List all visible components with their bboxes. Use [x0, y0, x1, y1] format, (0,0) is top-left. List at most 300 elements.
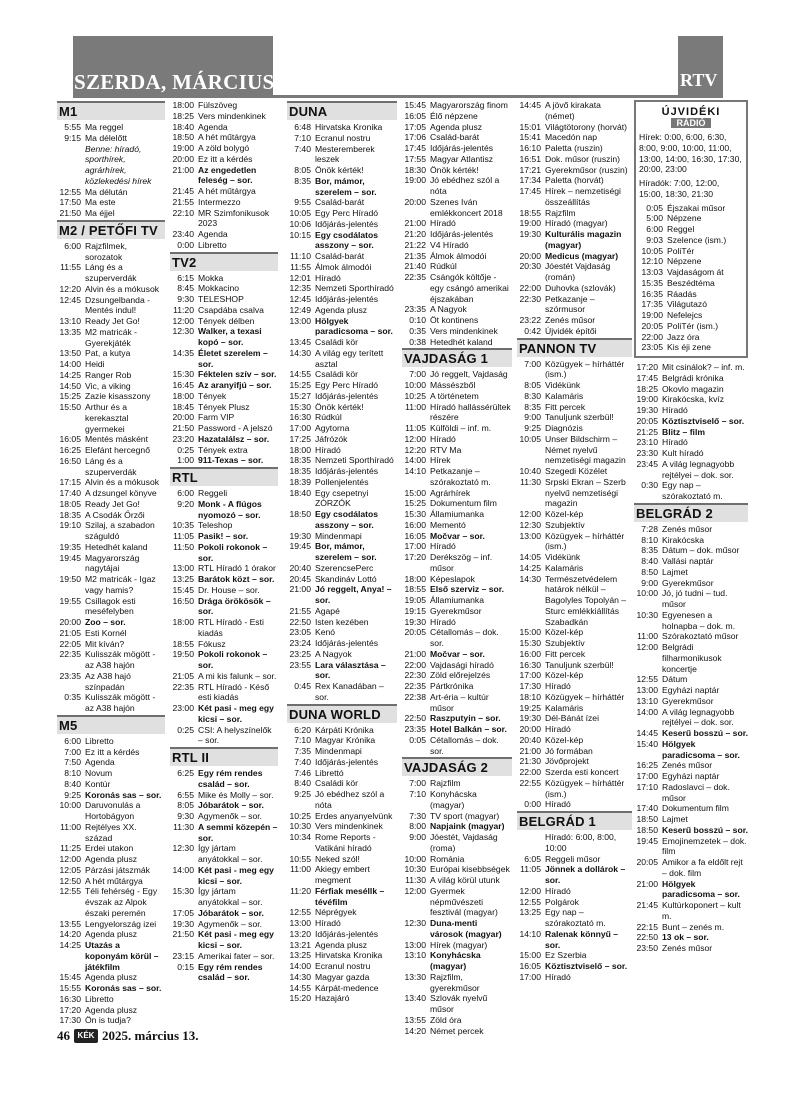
- schedule-row: [287, 434, 397, 445]
- schedule-row: [287, 337, 397, 348]
- time: 19:50: [59, 574, 81, 584]
- time: 13:35: [59, 326, 81, 337]
- time: 19:50: [172, 649, 194, 660]
- time: 13:25: [172, 574, 194, 584]
- schedule-row: [170, 208, 278, 230]
- time: 11:20: [173, 304, 194, 315]
- time: 10:06: [289, 218, 311, 229]
- program-title: Reggeli: [198, 488, 228, 498]
- schedule-row: [402, 122, 512, 133]
- program-title: Cétallomás – dok. sor.: [430, 627, 499, 648]
- time: 10:05: [289, 208, 311, 218]
- schedule-row: [287, 541, 397, 563]
- time: 21:00: [636, 878, 658, 889]
- time: 0:25: [177, 724, 194, 735]
- time: 12:00: [404, 433, 426, 444]
- program-title: Daruvonulás a Hortobágyon: [85, 800, 141, 821]
- program-title: Hetedhét kaland: [85, 541, 148, 552]
- schedule-row: [170, 488, 278, 499]
- time: 14:10: [404, 466, 426, 476]
- time: 16:51: [519, 153, 541, 164]
- time: 13:50: [59, 348, 81, 359]
- program-title: Magyar Krónika: [315, 735, 376, 746]
- program-title: Egyházi naptár: [662, 685, 720, 695]
- program-title: Kultúrkoponert – kult m.: [662, 900, 741, 921]
- program-title: Egyházi naptár: [662, 771, 720, 781]
- time: 8:40: [641, 556, 658, 566]
- time: 18:00: [404, 573, 426, 584]
- time: 7:50: [64, 757, 81, 768]
- schedule-row: [634, 900, 748, 922]
- time: 10:00: [636, 588, 658, 599]
- program-title: Híradó: [662, 437, 688, 448]
- program-title: Időjárás-jelentés: [315, 638, 379, 648]
- schedule-row: [639, 332, 743, 343]
- program-title: Duhovka (szlovák): [545, 282, 616, 293]
- time: 6:00: [64, 735, 81, 746]
- schedule-row: [639, 289, 743, 300]
- time: 13:30: [404, 971, 426, 982]
- program-title: Agenda plusz: [315, 939, 368, 950]
- time: 21:50: [59, 208, 81, 218]
- schedule-row: [402, 380, 512, 391]
- time: 14:50: [59, 380, 81, 391]
- program-title: A zöld bolygó: [198, 143, 250, 153]
- news-label: Hírek:: [639, 132, 662, 142]
- program-title: Hölgyek paradicsoma – sor.: [662, 738, 740, 760]
- program-title: Jóestét Vajdaság (román): [545, 261, 611, 282]
- time: 15:50: [59, 402, 81, 412]
- program-title: Bor, mámor, szerelem – sor.: [315, 175, 377, 197]
- program-title: Államiumanka: [430, 509, 484, 519]
- time: 20:00: [519, 250, 541, 261]
- schedule-row: [287, 348, 397, 370]
- schedule-row: [402, 337, 512, 348]
- schedule-row: [57, 692, 165, 714]
- program-title: Gyermek népművészeti fesztivál (magyar): [430, 885, 498, 918]
- program-title: Öt kontinens: [430, 315, 479, 325]
- program-title: Időjárás-jelentés: [315, 466, 379, 476]
- time: 0:35: [409, 325, 426, 336]
- column-2: [170, 100, 278, 983]
- time: 13:03: [641, 267, 663, 277]
- program-title: Teleshop: [198, 520, 233, 531]
- program-title: Alvin és a mókusok: [85, 477, 160, 488]
- program-title: Močvar – sor.: [430, 648, 485, 659]
- schedule-row: [57, 886, 165, 918]
- channel-heading: DUNA WORLD: [287, 704, 397, 723]
- time: 12:30: [519, 519, 541, 530]
- time: 9:25: [294, 789, 311, 799]
- program-title: Világutazó: [667, 299, 707, 310]
- schedule-row: [517, 412, 632, 423]
- schedule-row: [287, 477, 397, 488]
- time: 17:40: [636, 803, 658, 814]
- schedule-row: [287, 584, 397, 606]
- program-title: Password - A jelszó: [198, 423, 273, 433]
- schedule-row: [402, 713, 512, 724]
- program-title: Közügyek – hírháttér: [545, 691, 625, 702]
- schedule-row: [517, 649, 632, 660]
- time: 14:25: [519, 562, 541, 573]
- program-title: Libretto: [85, 735, 114, 746]
- time: 11:25: [60, 843, 81, 854]
- program-title: Közel-kép: [545, 734, 584, 745]
- time: 13:25: [289, 950, 311, 961]
- program-title: Agytorna: [315, 423, 350, 433]
- program-title: Népzene: [667, 213, 702, 224]
- schedule-row: [634, 405, 748, 416]
- program-title: Láng és a szuperverdák: [85, 455, 137, 477]
- schedule-row: [634, 480, 748, 502]
- program-title: Libretto: [85, 993, 114, 1004]
- program-title: Ez itt a kérdés: [198, 153, 253, 164]
- time: 8:35: [294, 175, 311, 186]
- schedule-row: [517, 767, 632, 778]
- schedule-row: [170, 908, 278, 919]
- time: 16:50: [59, 455, 81, 466]
- time: 17:05: [404, 121, 426, 132]
- program-title: Képeslapok: [430, 573, 475, 584]
- time: 7:35: [294, 746, 311, 756]
- time: 18:55: [404, 584, 426, 595]
- time: 6:15: [177, 272, 194, 283]
- schedule-row: [57, 284, 165, 295]
- program-title: Család-barát: [315, 251, 365, 261]
- time: 16:35: [641, 288, 663, 299]
- schedule-row: [170, 348, 278, 370]
- schedule-row: [402, 821, 512, 832]
- schedule-row: [402, 315, 512, 326]
- schedule-row: [287, 627, 397, 638]
- time: 23:55: [289, 659, 311, 670]
- time: 14:45: [636, 728, 658, 738]
- program-title: Két pasi - meg egy kicsi – sor.: [198, 703, 274, 724]
- schedule-row: [170, 229, 278, 240]
- time: 22:50: [289, 616, 311, 627]
- time: 21:20: [404, 229, 426, 239]
- program-title: Élő népzene: [430, 110, 478, 121]
- program-title: Radoslavci – dok. műsor: [662, 781, 730, 803]
- schedule-row: [287, 380, 397, 391]
- program-title: Jó reggelt, Vajdaság: [430, 369, 508, 380]
- program-title: Tények: [198, 390, 227, 401]
- time: 13:10: [636, 695, 658, 706]
- time: 0:30: [641, 480, 658, 491]
- schedule-row: [57, 542, 165, 553]
- schedule-row: [634, 545, 748, 556]
- page-footer: [57, 1028, 199, 1044]
- time: 18:35: [59, 509, 81, 520]
- program-title: Agapé: [315, 605, 340, 616]
- time: 15:27: [289, 390, 311, 401]
- schedule-row: [402, 660, 512, 671]
- schedule-row: [517, 574, 632, 628]
- schedule-row: [170, 768, 278, 790]
- program-title: Art-éria – kultúr műsor: [430, 691, 489, 713]
- program-title: Köztisztviselő – sor.: [545, 961, 628, 971]
- time: 18:10: [519, 691, 541, 702]
- program-title: Ön is tudja?: [85, 1015, 131, 1026]
- time: 23:25: [289, 648, 311, 659]
- column-5: [517, 100, 632, 983]
- schedule-row: [402, 326, 512, 337]
- program-title: Zenés műsor: [662, 943, 713, 953]
- schedule-row: [57, 499, 165, 510]
- channel-heading: M1: [57, 101, 165, 120]
- time: 12:00: [59, 854, 81, 864]
- time: 12:30: [172, 326, 194, 337]
- program-title: PoliTér (ism.): [667, 320, 719, 331]
- time: 14:00: [636, 706, 658, 717]
- program-title: Farm VIP: [198, 412, 235, 423]
- schedule-row: [287, 918, 397, 929]
- time: 12:00: [636, 642, 658, 652]
- schedule-row: [57, 574, 165, 596]
- time: [57, 144, 85, 187]
- schedule-row: [639, 321, 743, 332]
- schedule-row: [517, 681, 632, 692]
- time: 10:30: [636, 609, 658, 620]
- time: 23:05: [641, 342, 663, 353]
- program-title: Időjárás-jelentés: [315, 390, 379, 401]
- program-title: Alvin és a mókusok: [85, 283, 160, 294]
- program-title: Intermezzo: [198, 196, 241, 207]
- schedule-row: [287, 757, 397, 768]
- schedule-row: [287, 681, 397, 703]
- time: 12:00: [172, 315, 194, 326]
- time: 15:30: [172, 369, 194, 380]
- time: 23:50: [636, 943, 658, 953]
- program-title: Közel-kép: [545, 627, 584, 638]
- schedule-row: [57, 445, 165, 456]
- program-title: Rajzfilm: [545, 207, 576, 218]
- schedule-row: [57, 359, 165, 370]
- time: 16:05: [404, 530, 426, 541]
- schedule-row: [287, 273, 397, 284]
- schedule-row: [57, 208, 165, 219]
- schedule-row: [170, 919, 278, 930]
- channel-heading: BELGRÁD 2: [634, 503, 748, 522]
- program-title: Híradó: [662, 405, 688, 415]
- time: 22:55: [519, 777, 541, 788]
- schedule-row: [634, 943, 748, 954]
- time: 9:03: [646, 234, 663, 245]
- program-title: Hölgyek paradicsoma – sor.: [315, 315, 393, 337]
- program-title: Agenda: [198, 121, 228, 132]
- time: 8:00: [409, 821, 426, 832]
- time: 18:50: [289, 509, 311, 519]
- schedule-row: [402, 143, 512, 154]
- schedule-row: [517, 552, 632, 563]
- program-title: Rajzfilm, gyerekműsor: [430, 971, 480, 993]
- schedule-row: [170, 865, 278, 887]
- schedule-row: [634, 922, 748, 933]
- schedule-row: [170, 154, 278, 165]
- schedule-row: [287, 606, 397, 617]
- time: 12:01: [289, 272, 311, 283]
- time: 17:35: [641, 299, 663, 310]
- time: 0:05: [409, 734, 426, 745]
- schedule-row: [402, 541, 512, 552]
- program-title: Dátum – dok. műsor: [662, 545, 740, 556]
- time: 15:00: [519, 627, 541, 638]
- time: 7:00: [524, 358, 541, 369]
- time: 18:25: [172, 110, 194, 121]
- program-title: Ready Jet Go!: [85, 316, 140, 326]
- schedule-row: [57, 144, 165, 187]
- time: 19:00: [172, 143, 194, 153]
- time: 14:20: [59, 929, 81, 940]
- program-title: Álmok álmodói: [430, 250, 487, 261]
- program-title: Jó ebédhez szól a nóta: [430, 175, 500, 196]
- time: 18:50: [172, 132, 194, 143]
- time: 7:00: [64, 746, 81, 757]
- schedule-row: [57, 865, 165, 876]
- time: 22:30: [519, 293, 541, 304]
- time: 15:45: [404, 100, 426, 110]
- program-title: Újvidék építői: [545, 325, 597, 336]
- schedule-row: [287, 445, 397, 456]
- schedule-row: [170, 585, 278, 596]
- program-title: Amerikai fater – sor.: [198, 950, 275, 961]
- time: 20:30: [519, 261, 541, 272]
- program-title: Kalamáris: [545, 562, 584, 573]
- schedule-row: [402, 972, 512, 994]
- schedule-row: [57, 488, 165, 499]
- program-title: Egy Perc Híradó: [315, 380, 379, 390]
- schedule-row: [517, 251, 632, 262]
- schedule-row: [639, 213, 743, 224]
- program-title: Szubjektív: [545, 638, 585, 648]
- time: 16:25: [59, 445, 81, 455]
- program-title: Keserű bosszú – sor.: [662, 824, 748, 835]
- time: 12:50: [59, 875, 81, 886]
- time: 21:55: [172, 196, 194, 207]
- program-title: Tanuljunk szerbül!: [545, 412, 614, 423]
- schedule-row: [57, 1005, 165, 1016]
- schedule-row: [57, 929, 165, 940]
- time: 17:45: [404, 143, 426, 153]
- time: 14:55: [289, 982, 311, 993]
- time: 10:25: [289, 810, 311, 821]
- program-title: Ecranul nostru: [315, 961, 371, 971]
- time: 8:05: [524, 380, 541, 390]
- time: 17:20: [59, 1004, 81, 1015]
- time: 8:05: [294, 165, 311, 175]
- schedule-row: [402, 509, 512, 520]
- time: 20:00: [519, 724, 541, 734]
- program-title: Jóbarátok – sor.: [198, 907, 264, 918]
- schedule-row: [634, 771, 748, 782]
- schedule-row: [170, 822, 278, 844]
- time: 15:30: [172, 886, 194, 897]
- program-title: A Nagyok: [315, 648, 352, 659]
- program-title: Híradó hallássérültek részére: [430, 401, 511, 423]
- schedule-row: [287, 208, 397, 219]
- schedule-row: [287, 864, 397, 886]
- schedule-row: [287, 230, 397, 252]
- schedule-row: [57, 919, 165, 930]
- program-title: V4 Híradó: [430, 239, 469, 250]
- time: 8:50: [641, 566, 658, 577]
- schedule-row: [402, 261, 512, 272]
- program-title: RTL Híradó 1 órakor: [198, 563, 276, 574]
- program-title: TELESHOP: [198, 294, 244, 304]
- time: 12:00: [404, 885, 426, 896]
- time: 5:55: [64, 122, 81, 132]
- schedule-row: [402, 832, 512, 854]
- schedule-row: [287, 391, 397, 402]
- program-title: Egy nap – szórakoztató m.: [545, 907, 606, 928]
- schedule-row: [517, 778, 632, 800]
- program-title: Zoo – sor.: [85, 617, 126, 627]
- time: 21:45: [172, 186, 194, 196]
- program-title: Mentés másként: [85, 434, 149, 445]
- time: 23:40: [172, 229, 194, 239]
- program-title: A világ legnagyobb rejtélyei – dok. sor.: [662, 458, 735, 480]
- schedule-row: [517, 391, 632, 402]
- time: 12:10: [641, 256, 663, 267]
- time: 7:10: [294, 132, 311, 143]
- schedule-row: [287, 886, 397, 908]
- time: 23:45: [636, 458, 658, 469]
- time: 13:45: [289, 337, 311, 347]
- time: 13:10: [59, 316, 81, 326]
- schedule-row: [634, 631, 748, 642]
- schedule-row: [57, 617, 165, 628]
- program-title: Pollenjelentés: [315, 476, 369, 487]
- time: 17:10: [636, 781, 658, 792]
- time: 7:40: [294, 756, 311, 767]
- program-title: Szubjektív: [545, 519, 585, 530]
- schedule-row: [287, 412, 397, 423]
- program-title: A történetem: [430, 390, 479, 401]
- time: 18:55: [519, 207, 541, 218]
- program-title: Agenda: [85, 757, 115, 768]
- program-title: Esti Kornél: [85, 627, 127, 638]
- program-title: Szilaj, a szabadon száguldó: [85, 520, 155, 541]
- time: 10:25: [404, 390, 426, 401]
- program-title: Lajmet: [662, 566, 688, 577]
- schedule-row: [170, 617, 278, 639]
- program-title: Walker, a texasi kopó – sor.: [198, 326, 262, 347]
- schedule-row: [639, 342, 743, 353]
- time: 17:05: [172, 907, 194, 918]
- schedule-row: [170, 132, 278, 143]
- time: 13:00: [289, 918, 311, 928]
- program-title: Lajmet: [662, 814, 688, 824]
- time: 16:50: [172, 595, 194, 606]
- schedule-row: [634, 760, 748, 771]
- time: 15:45: [172, 584, 194, 595]
- program-title: Jó ebédhez szól a nóta: [315, 789, 385, 810]
- schedule-row: [634, 728, 748, 739]
- schedule-row: [402, 993, 512, 1015]
- time: 21:50: [172, 929, 194, 940]
- time: 23:10: [636, 437, 658, 448]
- time: 18:00: [172, 100, 194, 110]
- time: 9:30: [177, 294, 194, 304]
- time: 0:45: [294, 681, 311, 691]
- time: 6:48: [294, 122, 311, 132]
- schedule-row: [517, 864, 632, 886]
- time: 16:30: [289, 412, 311, 423]
- time: 20:45: [289, 573, 311, 584]
- program-title: A világ legnagyobb rejtélyei – dok. sor.: [662, 706, 735, 728]
- program-title: Jóestét, Vajdaság (roma): [430, 832, 498, 853]
- schedule-row: [57, 520, 165, 542]
